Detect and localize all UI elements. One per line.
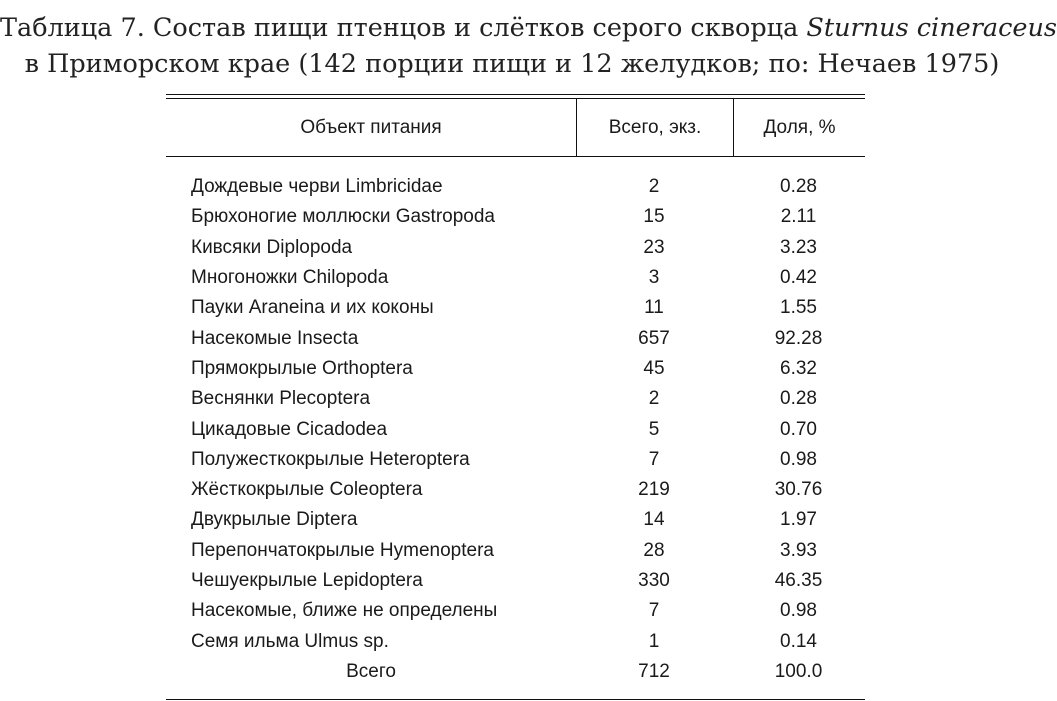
cell-share: 3.93 — [780, 539, 817, 561]
caption-prefix: Таблица 7. Состав пищи птенцов и слётков серого скворца — [0, 13, 807, 43]
cell-share: 0.98 — [780, 600, 817, 622]
table-top-rule — [166, 94, 865, 95]
table-row — [166, 384, 865, 414]
cell-share: 1.55 — [780, 297, 817, 319]
cell-count: 1 — [648, 630, 660, 652]
table-row — [166, 233, 865, 263]
cell-food-object: Насекомые, ближе не определены — [191, 600, 498, 622]
cell-count: 5 — [648, 418, 660, 440]
cell-food-object: Брюхоногие моллюски Gastropoda — [191, 206, 495, 228]
cell-count: 14 — [643, 509, 665, 531]
table-header — [166, 99, 865, 156]
table-row — [166, 172, 865, 202]
table-row — [166, 263, 865, 293]
cell-count: 657 — [638, 327, 670, 349]
cell-share: 30.76 — [774, 479, 823, 501]
cell-share: 46.35 — [774, 570, 823, 591]
table-row — [166, 293, 865, 323]
cell-share: 92.28 — [774, 327, 823, 349]
cell-share: 0.28 — [780, 176, 817, 198]
cell-count: 330 — [638, 570, 670, 591]
cell-food-object: Двукрылые Diptera — [191, 509, 358, 531]
cell-food-object: Чешуекрылые Lepidoptera — [191, 570, 423, 591]
cell-share: 3.23 — [780, 236, 817, 258]
cell-share: 0.42 — [780, 267, 817, 289]
table-row — [166, 445, 865, 475]
cell-food-object: Перепончатокрылые Hymenoptera — [191, 539, 494, 561]
cell-food-object: Цикадовые Cicadodea — [191, 418, 388, 440]
cell-food-object: Прямокрылые Orthoptera — [191, 357, 413, 379]
cell-share: 0.14 — [780, 630, 817, 652]
cell-count: 45 — [643, 357, 665, 379]
cell-share: 2.11 — [780, 206, 817, 228]
header-share: Доля, % — [763, 116, 836, 138]
cell-food-object: Кивсяки Diplopoda — [191, 236, 353, 258]
total-count: 712 — [638, 660, 670, 682]
table-row — [166, 323, 865, 353]
cell-share: 1.97 — [780, 509, 817, 531]
table-row — [166, 475, 865, 505]
table-total-row — [166, 657, 865, 687]
cell-count: 219 — [638, 479, 670, 501]
caption-line-1 — [0, 10, 1057, 46]
cell-food-object: Дождевые черви Limbricidae — [191, 176, 443, 198]
cell-share: 6.32 — [780, 357, 817, 379]
table-row — [166, 596, 865, 626]
cell-share: 0.70 — [780, 418, 817, 440]
cell-food-object: Семя ильма Ulmus sp. — [191, 630, 389, 652]
table-row — [166, 566, 865, 596]
cell-share: 0.28 — [780, 388, 817, 410]
cell-count: 28 — [643, 539, 665, 561]
cell-count: 15 — [643, 206, 665, 228]
cell-food-object: Полужесткокрылые Heteroptera — [191, 448, 470, 470]
caption-line-2: в Приморском крае (142 порции пищи и 12 желудков; по: Нечаев 1975) — [24, 49, 1000, 79]
cell-food-object: Веснянки Plecoptera — [191, 388, 371, 410]
cell-food-object: Жёсткокрылые Coleoptera — [191, 479, 423, 501]
caption-species: Sturnus cineraceus — [806, 13, 1057, 43]
cell-count: 2 — [648, 388, 660, 410]
total-label: Всего — [346, 660, 396, 682]
diet-table — [166, 94, 865, 700]
table-row — [166, 626, 865, 656]
table-row — [166, 354, 865, 384]
table-row — [166, 536, 865, 566]
header-food-object: Объект питания — [166, 99, 577, 156]
cell-food-object: Пауки Araneina и их коконы — [191, 297, 434, 319]
cell-count: 3 — [648, 267, 660, 289]
table-body — [166, 157, 865, 687]
header-count: Всего, экз. — [577, 99, 734, 156]
cell-count: 2 — [648, 176, 660, 198]
cell-food-object: Многоножки Chilopoda — [191, 267, 389, 289]
table-row — [166, 202, 865, 232]
cell-count: 23 — [643, 236, 665, 258]
cell-food-object: Насекомые Insecta — [191, 327, 359, 349]
cell-count: 7 — [648, 600, 660, 622]
cell-share: 0.98 — [780, 448, 817, 470]
cell-count: 11 — [644, 297, 664, 319]
table-caption — [0, 10, 1057, 82]
total-share: 100.0 — [774, 660, 823, 682]
table-row — [166, 414, 865, 444]
cell-count: 7 — [648, 448, 660, 470]
table-bottom-rule — [166, 699, 865, 700]
table-row — [166, 505, 865, 535]
